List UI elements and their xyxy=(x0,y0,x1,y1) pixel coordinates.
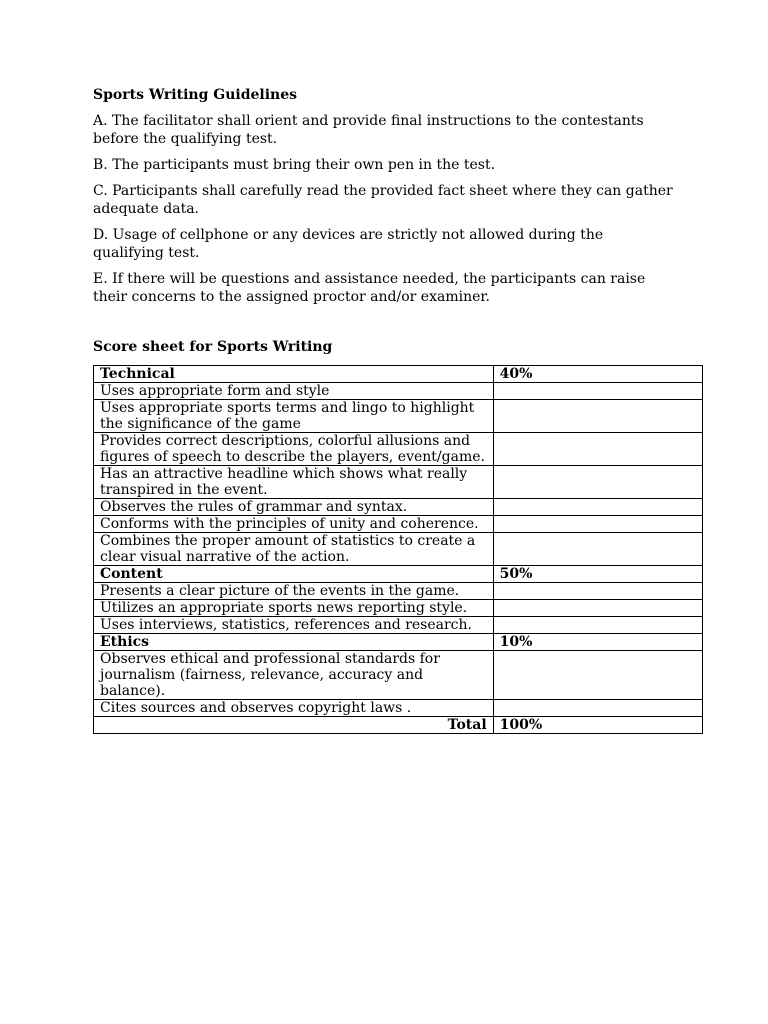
section-name: Content xyxy=(94,566,494,583)
score-cell xyxy=(493,499,702,516)
criterion-row xyxy=(94,466,703,499)
total-value: 100% xyxy=(493,717,702,734)
criterion-text: Conforms with the principles of unity and coherence. xyxy=(94,516,494,533)
criterion-text: Utilizes an appropriate sports news reporting style. xyxy=(94,600,494,617)
score-sheet-table xyxy=(93,365,703,734)
total-row xyxy=(94,717,703,734)
score-cell xyxy=(493,400,702,433)
guideline-item: C. Participants shall carefully read the provided fact sheet where they can gather adequate data. xyxy=(93,183,673,217)
score-cell xyxy=(493,651,702,700)
score-cell xyxy=(493,600,702,617)
score-cell xyxy=(493,533,702,566)
total-label: Total xyxy=(94,717,494,734)
score-cell xyxy=(493,433,702,466)
criterion-row xyxy=(94,600,703,617)
document-page xyxy=(93,86,703,734)
criterion-row xyxy=(94,617,703,634)
guideline-item: E. If there will be questions and assistance needed, the participants can raise their concerns to the assigned proctor and/or examiner. xyxy=(93,271,646,305)
criterion-text: Combines the proper amount of statistics to create a clear visual narrative of the action. xyxy=(94,533,494,566)
section-row-ethics xyxy=(94,634,703,651)
score-cell xyxy=(493,583,702,600)
guideline-item: B. The participants must bring their own pen in the test. xyxy=(93,157,496,173)
criterion-text: Has an attractive headline which shows what really transpired in the event. xyxy=(94,466,494,499)
score-sheet-title: Score sheet for Sports Writing xyxy=(93,339,333,355)
section-name: Ethics xyxy=(94,634,494,651)
criterion-text: Observes ethical and professional standards for journalism (fairness, relevance, accuracy and balance). xyxy=(94,651,494,700)
score-cell xyxy=(493,617,702,634)
guideline-item: D. Usage of cellphone or any devices are strictly not allowed during the qualifying test. xyxy=(93,227,604,261)
score-cell xyxy=(493,383,702,400)
criterion-text: Cites sources and observes copyright laws . xyxy=(94,700,494,717)
criterion-row xyxy=(94,516,703,533)
criterion-text: Presents a clear picture of the events in the game. xyxy=(94,583,494,600)
criterion-text: Uses appropriate sports terms and lingo to highlight the significance of the game xyxy=(94,400,494,433)
section-row-technical xyxy=(94,366,703,383)
criterion-row xyxy=(94,533,703,566)
section-name: Technical xyxy=(94,366,494,383)
score-cell xyxy=(493,516,702,533)
criterion-row xyxy=(94,400,703,433)
guideline-item: A. The facilitator shall orient and provide final instructions to the contestants before the qualifying test. xyxy=(93,113,644,147)
criterion-row xyxy=(94,651,703,700)
criterion-text: Observes the rules of grammar and syntax. xyxy=(94,499,494,516)
guidelines-title: Sports Writing Guidelines xyxy=(93,87,298,103)
section-row-content xyxy=(94,566,703,583)
criterion-text: Uses interviews, statistics, references and research. xyxy=(94,617,494,634)
score-cell xyxy=(493,700,702,717)
section-weight: 40% xyxy=(493,366,702,383)
criterion-text: Uses appropriate form and style xyxy=(94,383,494,400)
score-cell xyxy=(493,466,702,499)
section-weight: 10% xyxy=(493,634,702,651)
criterion-row xyxy=(94,583,703,600)
criterion-row xyxy=(94,383,703,400)
criterion-row xyxy=(94,700,703,717)
section-weight: 50% xyxy=(493,566,702,583)
criterion-row xyxy=(94,433,703,466)
criterion-text: Provides correct descriptions, colorful allusions and figures of speech to describe the players, event/game. xyxy=(94,433,494,466)
criterion-row xyxy=(94,499,703,516)
